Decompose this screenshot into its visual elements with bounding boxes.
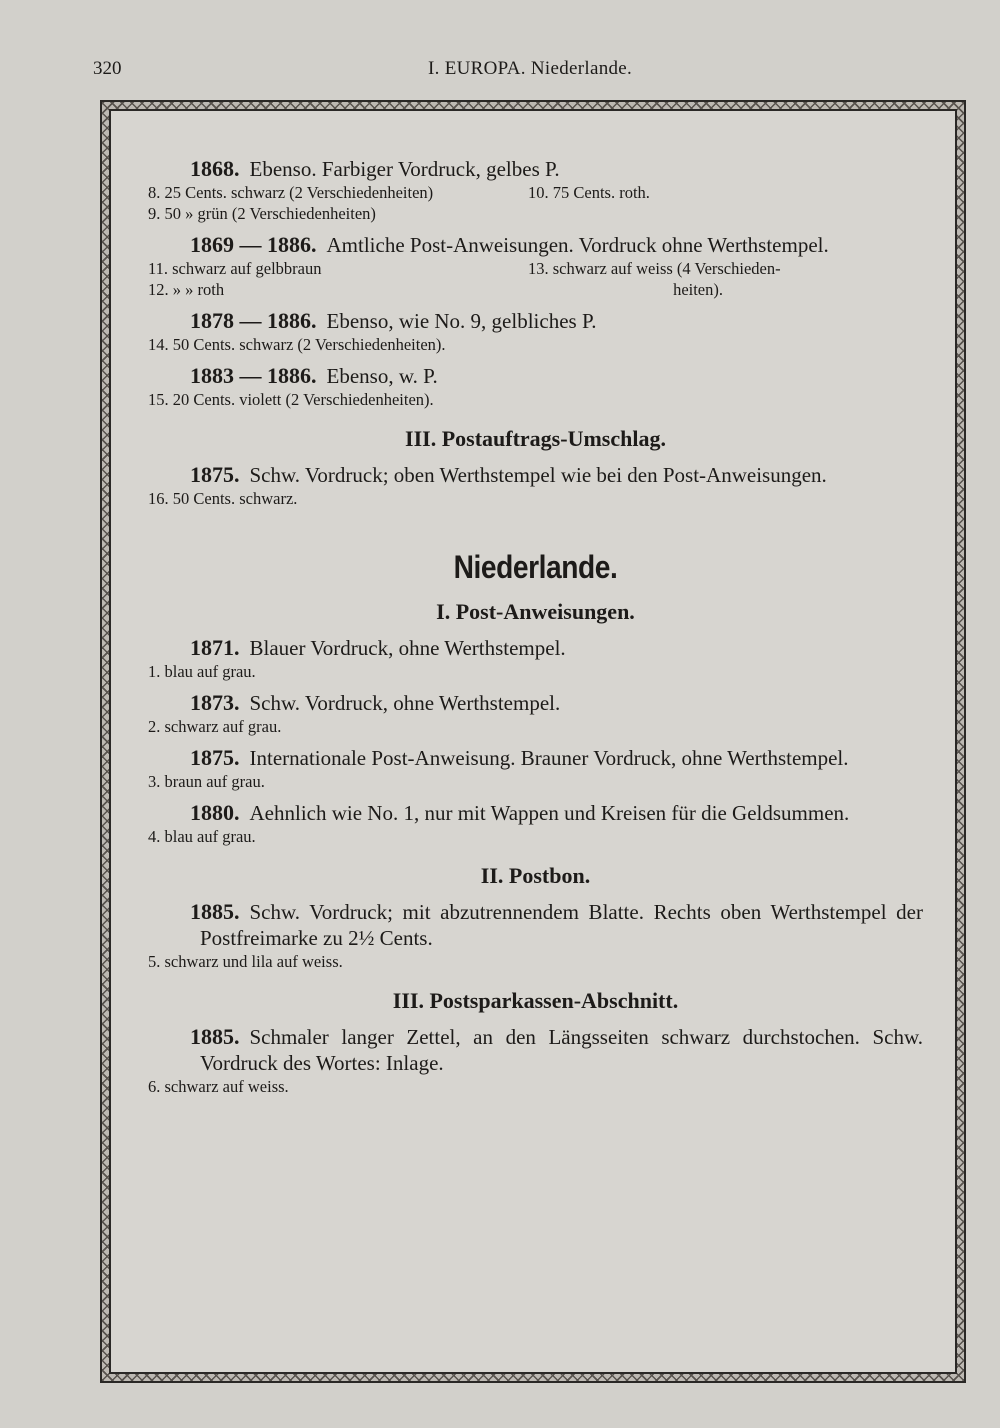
item-row bbox=[148, 279, 923, 300]
list-item: 9. 50 » grün (2 Verschiedenheiten) bbox=[148, 204, 376, 223]
list-item: 10. 75 Cents. roth. bbox=[528, 183, 650, 202]
entry-year: 1871. bbox=[190, 635, 240, 660]
entry-year: 1869 — 1886. bbox=[190, 232, 317, 257]
list-item: 15. 20 Cents. violett (2 Verschiedenheiten). bbox=[148, 390, 434, 409]
list-item: 2. schwarz auf grau. bbox=[148, 717, 282, 736]
entry-1885-sparkasse bbox=[148, 1024, 923, 1076]
entry-1875-nl bbox=[148, 745, 923, 771]
entry-text: Schmaler langer Zettel, an den Längsseiten schwarz durchstochen. Schw. Vordruck des Wortes: Inlage. bbox=[200, 1025, 923, 1075]
entry-text: Blauer Vordruck, ohne Werthstempel. bbox=[249, 636, 566, 660]
entry-text: Ebenso, wie No. 9, gelbliches P. bbox=[326, 309, 597, 333]
ornamental-border bbox=[100, 100, 966, 1383]
list-item: 11. schwarz auf gelbbraun bbox=[148, 259, 322, 278]
list-item: 14. 50 Cents. schwarz (2 Verschiedenheiten). bbox=[148, 335, 446, 354]
entry-year: 1883 — 1886. bbox=[190, 363, 317, 388]
entry-year: 1868. bbox=[190, 156, 240, 181]
list-item: 4. blau auf grau. bbox=[148, 827, 256, 846]
country-title: Niederlande. bbox=[453, 549, 618, 585]
page-body bbox=[109, 109, 957, 1374]
entry-text: Ebenso, w. P. bbox=[326, 364, 438, 388]
entry-1869 bbox=[148, 232, 923, 258]
running-title: I. EUROPA. Niederlande. bbox=[428, 58, 633, 79]
entry-text: Schw. Vordruck; mit abzutrennendem Blatte. Rechts oben Werthstempel der Postfreimarke zu 2½ Cents. bbox=[200, 900, 923, 950]
entry-text: Amtliche Post-Anweisungen. Vordruck ohne Werthstempel. bbox=[326, 233, 829, 257]
entry-year: 1873. bbox=[190, 690, 240, 715]
entry-text: Schw. Vordruck, ohne Werthstempel. bbox=[249, 691, 561, 715]
entry-1885-postbon bbox=[148, 899, 923, 951]
entry-year: 1885. bbox=[190, 1024, 240, 1049]
item-row bbox=[148, 258, 923, 279]
entry-1871 bbox=[148, 635, 923, 661]
entry-text: Ebenso. Farbiger Vordruck, gelbes P. bbox=[249, 157, 560, 181]
section-title: I. Post-Anweisungen. bbox=[436, 599, 635, 624]
section-title: III. Postsparkassen-Abschnitt. bbox=[392, 988, 679, 1013]
list-item: heiten). bbox=[673, 280, 723, 299]
entry-year: 1875. bbox=[190, 745, 240, 770]
list-item: 3. braun auf grau. bbox=[148, 772, 265, 791]
entry-text: Aehnlich wie No. 1, nur mit Wappen und Kreisen für die Geldsummen. bbox=[249, 801, 850, 825]
entry-text: Schw. Vordruck; oben Werthstempel wie bei den Post-Anweisungen. bbox=[249, 463, 827, 487]
entry-year: 1885. bbox=[190, 899, 240, 924]
entry-1868 bbox=[148, 156, 923, 182]
list-item: 12. » » roth bbox=[148, 280, 225, 299]
entry-year: 1875. bbox=[190, 462, 240, 487]
list-item: 1. blau auf grau. bbox=[148, 662, 256, 681]
list-item: 5. schwarz und lila auf weiss. bbox=[148, 952, 343, 971]
page-number: 320 bbox=[93, 58, 122, 79]
entry-1875 bbox=[148, 462, 923, 488]
entry-text: Internationale Post-Anweisung. Brauner Vordruck, ohne Werthstempel. bbox=[249, 746, 849, 770]
section-title: III. Postauftrags-Umschlag. bbox=[405, 426, 666, 451]
entry-year: 1880. bbox=[190, 800, 240, 825]
page-header bbox=[93, 58, 960, 86]
entry-1880 bbox=[148, 800, 923, 826]
list-item: 13. schwarz auf weiss (4 Verschieden- bbox=[528, 259, 781, 278]
entry-1873 bbox=[148, 690, 923, 716]
entry-1878 bbox=[148, 308, 923, 334]
item-row bbox=[148, 182, 923, 203]
entry-year: 1878 — 1886. bbox=[190, 308, 317, 333]
list-item: 16. 50 Cents. schwarz. bbox=[148, 489, 298, 508]
section-title: II. Postbon. bbox=[480, 863, 591, 888]
list-item: 8. 25 Cents. schwarz (2 Verschiedenheiten) bbox=[148, 183, 434, 202]
entry-1883 bbox=[148, 363, 923, 389]
list-item: 6. schwarz auf weiss. bbox=[148, 1077, 289, 1096]
content bbox=[148, 156, 923, 1097]
